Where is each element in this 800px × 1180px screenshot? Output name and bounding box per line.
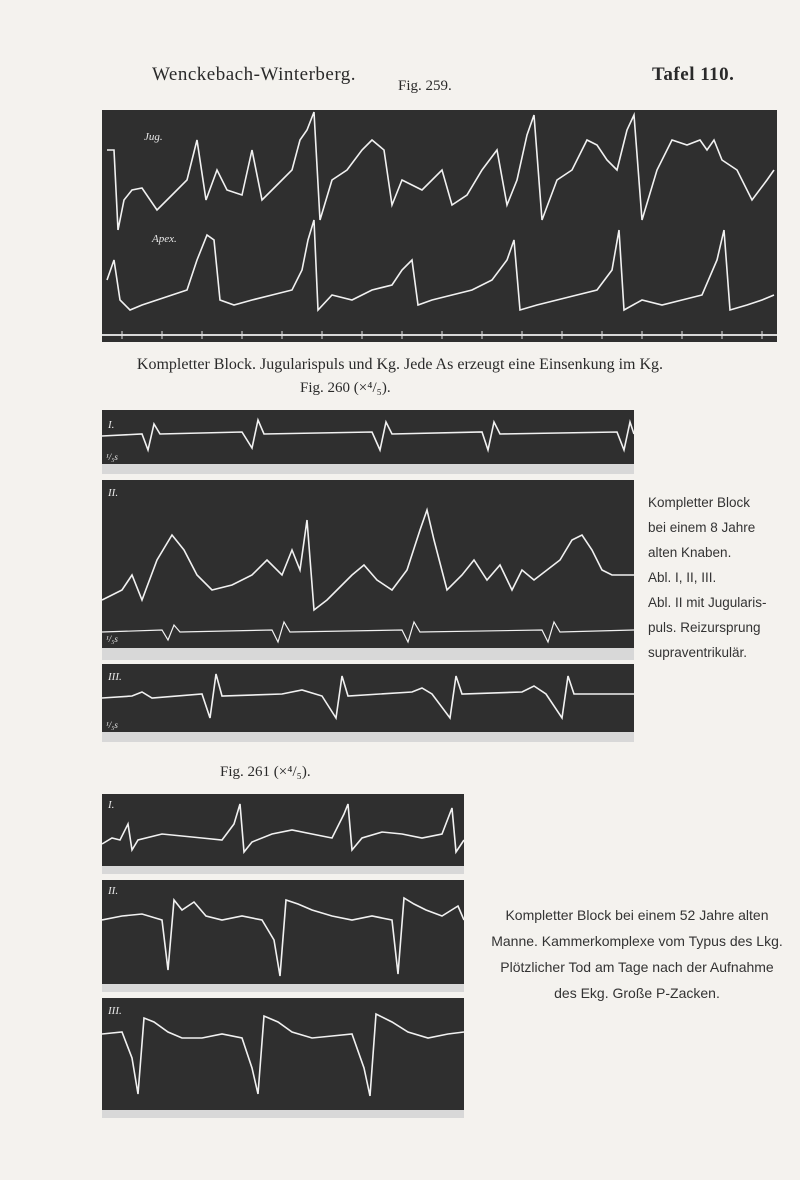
- fig260-lead-1-time-label: ¹/₅s: [106, 452, 118, 462]
- fig260-lead-2-ecg: [102, 622, 634, 642]
- apex-label: Apex.: [152, 233, 177, 245]
- jug-label: Jug.: [144, 131, 163, 143]
- fig260-lead-3-label: III.: [108, 671, 122, 683]
- fig261-lead-3-trace: [102, 1014, 464, 1096]
- fig261-description-line: des Ekg. Große P-Zacken.: [554, 985, 720, 1001]
- fig260-description-line: Kompletter Block: [648, 495, 751, 510]
- fig260-lead-2-trace-image: [102, 480, 634, 660]
- fig261-lead-3-trace-image: [102, 998, 464, 1118]
- fig260-lead-2-time-label: ¹/₅s: [106, 634, 118, 644]
- fig260-description-line: Abl. I, II, III.: [648, 570, 717, 585]
- fig259-trace-image: [102, 110, 777, 342]
- figure-260-title: Fig. 260 (×⁴/₅).: [300, 380, 391, 396]
- fig259-caption: Kompletter Block. Jugularispuls und Kg. Jede As erzeugt eine Einsenkung im Kg.: [136, 356, 664, 373]
- fig260-lead-1-label: I.: [108, 419, 115, 431]
- fig261-lead-3-label: III.: [108, 1005, 122, 1017]
- fig261-lead-2-label: II.: [108, 885, 119, 897]
- fig260-jugular-trace: [102, 510, 634, 610]
- fig260-lead-3-time-label: ¹/₅s: [106, 720, 118, 730]
- fig260-lead-2-label: II.: [108, 487, 119, 499]
- fig261-lead-1-label: I.: [108, 799, 115, 811]
- plate-number: Tafel 110.: [652, 64, 735, 85]
- fig260-description-line: supraventrikulär.: [648, 645, 748, 660]
- fig260-lead-3-trace: [102, 674, 634, 718]
- fig261-lead-1-trace: [102, 804, 464, 852]
- fig261-lead-1-trace-image: [102, 794, 464, 874]
- fig261-description-line: Kompletter Block bei einem 52 Jahre alten: [505, 907, 769, 923]
- fig260-description-line: Abl. II mit Jugularis-: [648, 595, 767, 610]
- figure-261-title: Fig. 261 (×⁴/₅).: [220, 764, 311, 780]
- fig260-description-line: puls. Reizursprung: [648, 620, 761, 635]
- fig261-lead-2-trace-image: [102, 880, 464, 992]
- fig261-description-line: Manne. Kammerkomplexe vom Typus des Lkg.: [491, 933, 783, 949]
- fig260-lead-1-trace: [102, 420, 634, 450]
- running-header-authors: Wenckebach-Winterberg.: [152, 64, 357, 85]
- fig260-description-line: alten Knaben.: [648, 545, 732, 560]
- fig261-description-line: Plötzlicher Tod am Tage nach der Aufnahme: [500, 959, 774, 975]
- figure-259-title: Fig. 259.: [398, 78, 452, 94]
- fig260-lead-1-trace-image: [102, 410, 634, 474]
- fig260-lead-3-trace-image: [102, 664, 634, 742]
- fig260-description: [648, 490, 773, 665]
- fig261-lead-2-trace: [102, 898, 464, 976]
- fig260-description-line: bei einem 8 Jahre: [648, 520, 756, 535]
- fig261-description: [482, 902, 792, 1006]
- apex-trace: [107, 220, 774, 310]
- jugular-trace: [107, 112, 774, 230]
